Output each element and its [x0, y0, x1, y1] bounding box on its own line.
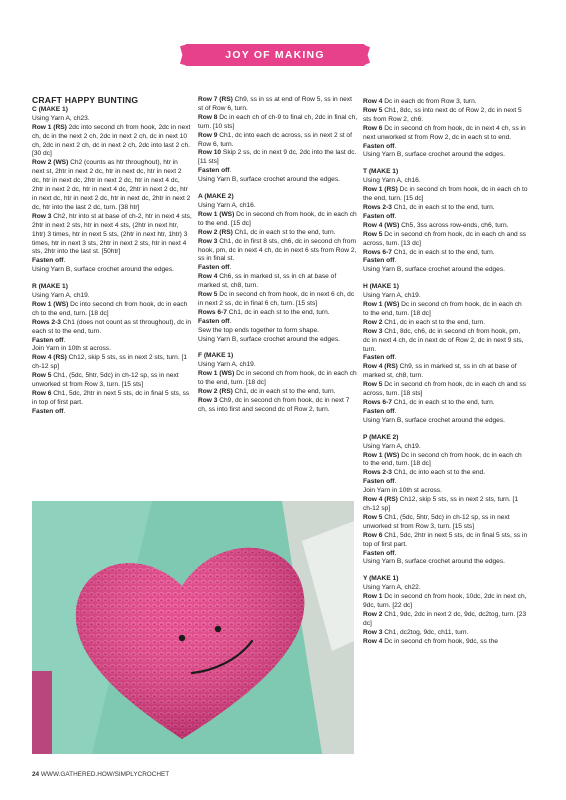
- row-text: .: [229, 167, 232, 175]
- crochet-heart-image: [32, 501, 354, 754]
- row-label: Row 2: [363, 610, 383, 618]
- row-label: Row 5: [363, 230, 383, 238]
- row-label: Row 1 (WS): [198, 370, 235, 378]
- instruction-line: [198, 264, 358, 273]
- instruction-line: [198, 336, 358, 345]
- row-label: Row 7 (RS): [198, 96, 233, 103]
- article-title: CRAFT HAPPY BUNTING: [32, 95, 139, 105]
- row-text: Using Yarn B, surface crochet around the edges.: [363, 151, 505, 159]
- row-text: Dc in each dc from Row 3, turn.: [382, 98, 477, 105]
- row-text: Ch1, dc in first 8 sts, ch6, dc in second ch from hook, pm, dc in next 4 ch, dc in next 6 sts from Row 2, ss in final st.: [198, 237, 357, 263]
- row-label: Rows 6-7: [363, 399, 392, 406]
- instruction-line: [363, 629, 528, 638]
- instruction-line: [32, 257, 192, 266]
- instruction-line: [363, 363, 528, 381]
- row-label: Row 4: [363, 637, 383, 645]
- instruction-line: [32, 301, 192, 319]
- row-label: Row 4: [363, 98, 383, 105]
- instruction-line: [363, 231, 528, 249]
- instruction-line: [198, 202, 358, 211]
- row-text: Dc in second ch from hook, dc in each ch to the end, turn. [15 dc]: [363, 186, 528, 203]
- instruction-line: [363, 328, 528, 355]
- instruction-line: [363, 213, 528, 222]
- instruction-line: [363, 558, 528, 567]
- instruction-line: [32, 124, 192, 160]
- row-text: Dc in second ch from hook, 10dc, 2dc in next ch, 9dc, turn. [22 dc]: [363, 593, 527, 610]
- instruction-line: [32, 292, 192, 301]
- instruction-line: [32, 354, 192, 372]
- instruction-line: [363, 550, 528, 559]
- row-label: Rows 6-7: [198, 308, 227, 316]
- instruction-line: [363, 487, 528, 496]
- row-label: Rows 2-3: [32, 318, 61, 326]
- row-text: Sew the top ends together to form shape.: [198, 326, 319, 334]
- instruction-line: [198, 397, 358, 415]
- row-label: Row 1 (WS): [363, 451, 400, 459]
- instruction-line: [198, 309, 358, 318]
- instruction-line: [363, 98, 528, 107]
- instruction-line: [363, 266, 528, 275]
- row-label: Row 2 (WS): [32, 159, 69, 167]
- row-label: Row 2: [363, 318, 383, 326]
- row-label: Row 9: [198, 131, 218, 139]
- instruction-line: [363, 301, 528, 319]
- instruction-line: [363, 443, 528, 452]
- row-text: .: [394, 257, 397, 265]
- row-text: Ch9, ss in marked st, ss in ch at base of marked st, ch8, turn.: [363, 363, 517, 380]
- row-label: Row 6: [363, 531, 383, 539]
- column-3: [363, 98, 528, 655]
- row-label: Row 5: [363, 513, 383, 521]
- pattern-section: [32, 106, 192, 275]
- row-label: Row 3: [363, 327, 383, 335]
- row-text: Ch1, dc in each st to the end, turn.: [391, 203, 495, 211]
- row-text: Ch1, 8dc, ss into next dc of Row 2, dc in next 5 sts from Row 2, ch6.: [363, 106, 522, 123]
- instruction-line: [363, 249, 528, 258]
- instruction-line: [363, 496, 528, 514]
- row-text: Dc in second ch from hook, dc in each ch and ss across, turn. [13 dc]: [363, 230, 527, 247]
- row-text: Ch2, htr into st at base of ch-2, htr in next 4 sts, 2htr in next 2 sts, htr in next 4 sts, (2htr in next htr, 1htr) 3 times, htr in next 5 sts, (2htr in next htr, 1htr) 3 times, htr in next 3 sts, 2htr in next 2 sts, htr in next 4 sts, 2htr into the last st. [50htr]: [32, 212, 192, 256]
- column-2: [198, 96, 358, 423]
- row-text: .: [394, 549, 397, 557]
- instruction-line: [198, 211, 358, 229]
- page-number: 24: [32, 771, 40, 778]
- row-label: Row 3: [32, 212, 52, 220]
- instruction-line: [363, 593, 528, 611]
- row-label: Row 4 (RS): [363, 363, 398, 371]
- heart-left-eye: [179, 635, 185, 641]
- row-text: Ch1, dc in each st to the end, turn.: [391, 399, 495, 406]
- instruction-line: [32, 372, 192, 390]
- instruction-line: [363, 354, 528, 363]
- row-label: Fasten off: [32, 336, 64, 344]
- row-text: Using Yarn A, ch23.: [32, 114, 90, 122]
- row-label: Row 8: [198, 113, 218, 121]
- instruction-line: [198, 132, 358, 150]
- row-text: .: [229, 264, 232, 272]
- row-label: Row 5: [363, 381, 383, 389]
- instruction-line: [32, 266, 192, 275]
- row-text: .: [394, 354, 397, 362]
- instruction-line: [363, 514, 528, 532]
- row-text: 2dc into second ch from hook, 2dc in next ch, dc in the next 2 ch, 2dc in next 2 ch, dc in next 10 ch, 2dc in next 2 ch, dc in next 2 ch, 2dc into last 2 ch. [30 dc]: [32, 123, 191, 158]
- row-label: Fasten off: [198, 264, 230, 272]
- instruction-line: [363, 399, 528, 408]
- row-text: Ch1, (5dc, 5htr, 5dc) in ch-12 sp, ss in next unworked st from Row 3, turn. [15 sts]: [32, 372, 179, 389]
- instruction-line: [363, 638, 528, 647]
- instruction-line: [363, 381, 528, 399]
- instruction-line: [363, 319, 528, 328]
- pattern-section: [363, 283, 528, 426]
- row-text: Ch1, 8dc, ch6, dc in second ch from hook, pm, dc in next 4 ch, dc in next dc of Row 2, dc in next 9 sts, turn.: [363, 327, 524, 353]
- row-text: Using Yarn B, surface crochet around the edges.: [363, 416, 505, 424]
- instruction-line: [198, 176, 358, 185]
- row-label: Row 4 (RS): [32, 354, 67, 362]
- row-text: Using Yarn B, surface crochet around the edges.: [198, 335, 340, 343]
- row-text: Ch9, dc in second ch from hook, dc in next 7 ch, ss into first and second dc of Row 2, turn.: [198, 397, 350, 413]
- row-text: .: [63, 257, 66, 265]
- row-label: Row 6: [32, 390, 52, 397]
- row-label: Row 10: [198, 149, 222, 157]
- instruction-line: [363, 107, 528, 125]
- row-text: Dc in second ch from hook, dc in each ch to the end, turn. [18 dc]: [363, 451, 522, 468]
- instruction-line: [363, 292, 528, 301]
- row-label: Fasten off: [363, 354, 395, 362]
- instruction-line: [198, 229, 358, 238]
- instruction-line: [363, 186, 528, 204]
- instruction-line: [198, 273, 358, 291]
- row-label: Fasten off: [198, 317, 230, 325]
- instruction-line: [32, 319, 192, 337]
- pattern-section: [198, 193, 358, 344]
- row-label: Row 3: [363, 628, 383, 636]
- row-text: .: [63, 407, 66, 415]
- pattern-section: [363, 575, 528, 646]
- row-label: Fasten off: [363, 549, 395, 557]
- instruction-line: [198, 291, 358, 309]
- row-label: Row 1 (WS): [198, 210, 235, 218]
- row-text: Ch1, 5dc, 2htr in next 5 sts, dc in final 5 sts, ss in top of first part.: [363, 531, 528, 548]
- section-heading: Y (MAKE 1): [363, 575, 399, 583]
- section-banner: JOY OF MAKING COLLECTION: [185, 44, 365, 66]
- row-text: Ch2 (counts as htr throughout), htr in next st, 2htr in next 2 dc, htr in next dc, htr in next 2 dc, htr in next dc, 2htr in next 2 dc, htr in next 4 dc, 2htr in next 2 dc, htr in next 4 dc, 2htr in next 2 dc, htr in next dc, htr in next 2 dc, htr in next dc, 2htr in next 2 dc, htr into the last 2 dc, turn. [38 htr]: [32, 159, 191, 211]
- row-text: .: [394, 407, 397, 415]
- row-label: Row 1 (RS): [363, 186, 398, 194]
- instruction-line: [198, 370, 358, 388]
- row-label: Row 1: [363, 593, 383, 601]
- row-label: Row 4: [198, 273, 218, 281]
- row-label: Row 3: [198, 237, 218, 245]
- row-text: .: [394, 142, 397, 150]
- row-label: Fasten off: [363, 257, 395, 265]
- instruction-line: [32, 345, 192, 354]
- row-text: Using Yarn B, surface crochet around the edges.: [363, 266, 505, 274]
- column-1: [32, 96, 192, 425]
- row-label: Rows 6-7: [363, 248, 392, 256]
- row-text: Dc in second ch from hook, dc in each ch to the end. [15 dc]: [198, 210, 357, 227]
- row-text: Ch12, skip 5 sts, ss in next 2 sts, turn. [1 ch-12 sp]: [32, 354, 188, 371]
- row-label: Row 5: [198, 291, 218, 299]
- row-text: Dc in second ch from hook, dc in each ch and ss across, turn. [18 sts]: [363, 381, 527, 398]
- row-text: Ch1, dc2tog, 9dc, ch11, turn.: [382, 628, 469, 636]
- row-text: Ch1, dc in each st to the end, turn.: [232, 388, 336, 396]
- row-text: Ch5, 3ss across row-ends, ch6, turn.: [399, 221, 509, 229]
- row-text: Dc in each ch of ch-9 to final ch, 2dc in final ch, turn. [10 sts]: [198, 113, 358, 130]
- section-heading: C (MAKE 1): [32, 105, 68, 113]
- row-text: Join Yarn in 10th st across.: [363, 487, 442, 495]
- instruction-line: [198, 327, 358, 336]
- row-label: Fasten off: [363, 142, 395, 150]
- row-text: Using Yarn B, surface crochet around the edges.: [363, 558, 505, 566]
- row-text: Using Yarn A, ch16.: [198, 201, 256, 209]
- row-label: Row 5: [32, 372, 52, 380]
- row-label: Fasten off: [363, 212, 395, 220]
- heart-photo: [32, 501, 354, 754]
- row-text: Using Yarn A, ch19.: [363, 292, 421, 300]
- pattern-section: [363, 168, 528, 275]
- instruction-line: [198, 149, 358, 167]
- row-label: Row 2 (RS): [198, 228, 233, 236]
- row-label: Row 1 (WS): [363, 301, 400, 309]
- pattern-section: [198, 96, 358, 185]
- row-label: Fasten off: [363, 407, 395, 415]
- row-text: Ch1, dc into each st to the end.: [391, 469, 486, 477]
- page-footer: [32, 771, 169, 778]
- section-heading: F (MAKE 1): [198, 352, 234, 360]
- row-label: Row 1 (WS): [32, 300, 69, 308]
- instruction-line: [363, 151, 528, 160]
- instruction-line: [198, 114, 358, 132]
- row-label: Fasten off: [363, 478, 395, 486]
- row-text: .: [394, 478, 397, 486]
- row-text: Ch1, dc in each st to the end, turn.: [391, 248, 495, 256]
- instruction-line: [32, 115, 192, 124]
- row-label: Row 4 (RS): [363, 496, 398, 504]
- row-text: Ch1, 9dc, 2dc in next 2 dc, 9dc, dc2tog, turn. [23 dc]: [363, 610, 527, 627]
- row-text: Dc in second ch from hook, dc in next 4 ch, ss in next unworked st from Row 2, dc in each st to end.: [363, 124, 526, 141]
- row-label: Row 1 (RS): [32, 123, 67, 131]
- row-text: Using Yarn A, ch22.: [363, 584, 421, 592]
- row-text: Using Yarn A, ch19.: [198, 361, 256, 369]
- row-label: Row 3: [198, 397, 218, 404]
- pattern-section: [363, 98, 528, 160]
- row-text: Dc in second ch from hook, 9dc, ss the: [382, 637, 498, 645]
- section-heading: H (MAKE 1): [363, 283, 399, 291]
- row-text: .: [63, 336, 66, 344]
- instruction-line: [198, 318, 358, 327]
- row-text: Ch1 (does not count as st throughout), dc in each st to the end, turn.: [32, 318, 192, 335]
- row-label: Fasten off: [32, 257, 64, 265]
- row-label: Rows 2-3: [363, 469, 392, 477]
- instruction-line: [363, 584, 528, 593]
- row-text: Ch9, ss in ss at end of Row 5, ss in next st of Row 6, turn.: [198, 96, 352, 112]
- instruction-line: [363, 177, 528, 186]
- row-text: Using Yarn A, ch16.: [363, 177, 421, 185]
- row-label: Row 5: [363, 106, 383, 114]
- footer-url: WWW.GATHERED.HOW/SIMPLYCROCHET: [40, 771, 170, 778]
- row-text: Dc in second ch from hook, dc in next 6 ch, dc in next 2 ss, dc in final 6 ch, turn. [15 sts]: [198, 291, 355, 307]
- instruction-line: [32, 213, 192, 258]
- row-text: Ch1, 5dc, 2htr in next 5 sts, dc in final 5 sts, ss in top of first part.: [32, 390, 190, 406]
- heart-right-eye: [215, 626, 221, 632]
- instruction-line: [198, 167, 358, 176]
- instruction-line: [198, 96, 358, 114]
- row-text: .: [229, 317, 232, 325]
- row-label: Rows 2-3: [363, 203, 392, 211]
- row-text: Ch1, dc in each st to the end, turn.: [382, 318, 486, 326]
- instruction-line: [363, 204, 528, 213]
- row-label: Fasten off: [198, 167, 230, 175]
- pattern-section: [363, 434, 528, 568]
- row-label: Row 4 (WS): [363, 221, 400, 229]
- instruction-line: [198, 238, 358, 265]
- row-text: Dc into second ch from hook, dc in each ch to the end, turn. [18 dc]: [32, 300, 188, 317]
- row-text: Using Yarn A, ch19.: [363, 442, 421, 450]
- instruction-line: [32, 337, 192, 346]
- row-text: Ch1, dc in each st to the end, turn.: [232, 228, 336, 236]
- pattern-section: [32, 283, 192, 417]
- row-label: Row 6: [363, 124, 383, 132]
- pattern-section: [198, 352, 358, 414]
- row-text: .: [394, 212, 397, 220]
- row-text: Ch1, (5dc, 5htr, 5dc) in ch-12 sp, ss in next unworked st from Row 3, turn. [15 sts]: [363, 513, 510, 530]
- row-text: Ch1, dc in each st to the end, turn.: [226, 308, 330, 316]
- row-label: Row 2 (RS): [198, 388, 233, 396]
- instruction-line: [32, 159, 192, 212]
- row-text: Dc in second ch from hook, dc in each ch to the end, turn. [18 dc]: [363, 301, 522, 317]
- instruction-line: [363, 452, 528, 470]
- instruction-line: [363, 478, 528, 487]
- section-heading: P (MAKE 2): [363, 433, 399, 441]
- row-text: Ch1, dc into each dc across, ss in next 2 st of Row 6, turn.: [198, 131, 352, 148]
- section-heading: A (MAKE 2): [198, 193, 234, 201]
- instruction-line: [363, 143, 528, 152]
- instruction-line: [363, 417, 528, 426]
- instruction-line: [363, 125, 528, 143]
- row-text: Using Yarn B, surface crochet around the edges.: [198, 176, 340, 184]
- section-heading: R (MAKE 1): [32, 283, 68, 291]
- instruction-line: [363, 408, 528, 417]
- row-label: Fasten off: [32, 407, 64, 415]
- watermark: PassionForum.ru: [466, 788, 524, 797]
- row-text: Skip 2 ss, dc in next 9 dc, 2dc into the last dc. [11 sts]: [198, 149, 357, 166]
- instruction-line: [363, 222, 528, 231]
- row-text: Ch12, skip 5 sts, ss in next 2 sts, turn. [1 ch-12 sp]: [363, 496, 519, 512]
- row-text: Ch6, ss in marked st, ss in ch at base of marked st, ch8, turn.: [198, 273, 337, 290]
- instruction-line: [363, 257, 528, 266]
- instruction-line: [32, 390, 192, 408]
- row-text: Using Yarn A, ch19.: [32, 292, 90, 300]
- instruction-line: [363, 469, 528, 478]
- instruction-line: [198, 388, 358, 397]
- row-text: Using Yarn B, surface crochet around the edges.: [32, 266, 174, 274]
- row-text: Join Yarn in 10th st across.: [32, 345, 111, 353]
- row-text: Dc in second ch from hook, dc in each ch to the end, turn. [18 dc]: [198, 370, 357, 387]
- instruction-line: [198, 361, 358, 370]
- section-heading: T (MAKE 1): [363, 168, 399, 176]
- instruction-line: [363, 611, 528, 629]
- instruction-line: [32, 408, 192, 417]
- instruction-line: [363, 532, 528, 550]
